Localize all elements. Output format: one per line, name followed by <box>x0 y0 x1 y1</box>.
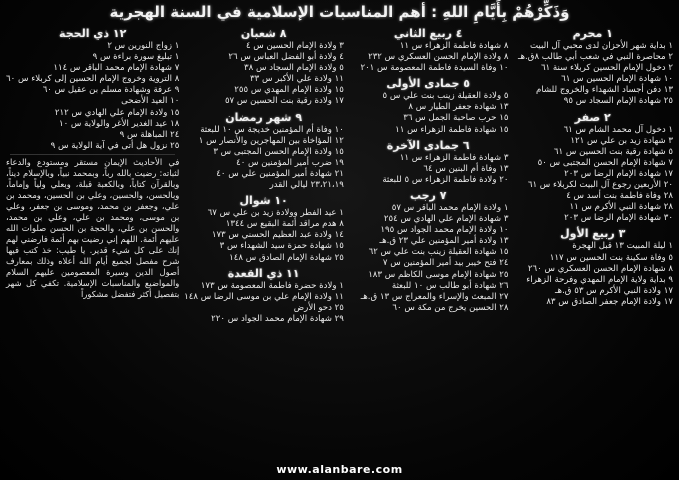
list-item: ١٠ ولادة الإمام محمد الجواد س ١٩٥ <box>380 225 509 236</box>
column-2 <box>348 24 509 462</box>
month-title-dhul-hijja: ١٢ ذي الحجة <box>59 27 127 40</box>
list-item: ٢٨ وفاة فاطمة بنت أسد س ٤ <box>566 191 673 202</box>
list-item: ٧ شهادة الإمام محمد الباقر س ١١٤ <box>53 63 180 74</box>
list-item: ٢٧ المبعث والإسراء والمعراج س ١٣ ق.هـ <box>360 291 509 302</box>
website-url: www.alanbare.com <box>276 463 403 476</box>
month-title-jumada-akhira: ٦ جمادى الآخرة <box>386 138 470 152</box>
list-item: ٢٥ نزول هل أتى في آية الولاية س ٩ <box>50 140 180 151</box>
list-item: ١٣ وفاة أم البنين س ٦٤ <box>423 163 509 174</box>
list-item: ٢٥ شهادة الإمام السجاد س ٩٥ <box>563 96 673 107</box>
list-item: ١٣ ولادة أمير المؤمنين علي ٢٣ ق.هـ <box>379 236 509 247</box>
list-item: ٢٥ شهادة الإمام الصادق س ١٤٨ <box>229 252 344 263</box>
month-title-rabi-awwal: ٣ ربيع الأول <box>560 227 626 241</box>
list-item: ١٨ عيد الغدير الأغر والولاية س ١٠ <box>58 118 180 129</box>
list-item: ١٥ ولادة الإمام المهدي س ٢٥٥ <box>234 85 344 96</box>
list-item: ١٠ وفاة أم المؤمنين خديجة س ١٠ للبعثة <box>200 124 344 135</box>
month-title-rabi-thani: ٤ ربيع الثاني <box>393 27 463 40</box>
list-item: ٢٤ المباهلة س ٩ <box>119 129 180 140</box>
list-item: ٩ بداية ولاية الإمام المهدي وفرحة الزهراء <box>526 274 673 285</box>
list-item: ٢٠ ولادة فاطمة الزهراء س ٥ للبعثة <box>382 174 509 185</box>
column-3 <box>183 24 344 462</box>
list-item: ١١ ولادة الإمام علي بن موسى الرضا س ١٤٨ <box>184 291 344 302</box>
list-item: ١٧ شهادة الإمام الرضا س ٢٠٣ <box>564 168 673 179</box>
list-item: ١٥ شهادة حمزة سيد الشهداء س ٣ <box>219 241 344 252</box>
list-item: ٢٥ شهادة الإمام موسى الكاظم س ١٨٣ <box>368 269 509 280</box>
list-item: ١١ ولادة علي الأكبر س ٣٣ <box>250 74 344 85</box>
month-title-safar: ٢ صفر <box>574 110 611 124</box>
list-item: ١٤ ولادة عبد العظيم الحسني س ١٧٣ <box>211 230 344 241</box>
list-item: ١ ولادة الإمام محمد الباقر س ٥٧ <box>391 202 509 213</box>
list-item: ٥ ولادة الإمام السجاد س ٣٨ <box>244 63 344 74</box>
list-item: ١ عيد الفطر وولادة زيد بن علي س ٦٧ <box>207 208 344 219</box>
list-item: ١٧ ولادة الإمام جعفر الصادق س ٨٣ <box>546 296 673 307</box>
list-item: ٢٣،٢١،١٩ ليالي القدر <box>269 180 344 191</box>
list-item: ٨ شهادة فاطمة الزهراء س ١١ <box>399 41 509 51</box>
list-item: ١٥ ولادة الإمام الحسن المجتبى س ٣ <box>213 146 344 157</box>
list-item: ١٥ شهادة فاطمة الزهراء س ١١ <box>395 124 509 135</box>
month-title-muharram: ١ محرم <box>572 27 613 40</box>
column-1 <box>512 24 673 462</box>
list-item: ٨ ولادة الإمام الحسن العسكري س ٢٣٢ <box>368 52 509 63</box>
list-item: ٣ شهادة الإمام علي الهادي س ٢٥٤ <box>383 214 509 225</box>
list-item: ١٢ المؤاخاة بين المهاجرين والأنصار س ١ <box>198 135 344 146</box>
list-item: ١٥ حرب صاحبة الجمل س ٣٦ <box>403 113 509 124</box>
list-item: ١٣ شهادة جعفر الطيار س ٨ <box>408 102 509 113</box>
list-item: ٥ شهادة رقية بنت الحسين س ٦١ <box>553 146 673 157</box>
list-item: ٣ شهادة فاطمة الزهراء س ١١ <box>399 152 509 163</box>
month-title-jumada-ula: ٥ جمادى الأولى <box>386 77 470 91</box>
list-item: ٢٤ فتح خيبر بيد أمير المؤمنين س ٧ <box>382 258 509 269</box>
list-item: ٣٠ شهادة الإمام الرضا س ٢٠٣ <box>564 213 673 224</box>
list-item: ٢٩ شهادة الإمام محمد الجواد س ٢٢٠ <box>211 313 344 324</box>
month-title-rajab: ٧ رجب <box>409 188 447 202</box>
list-item: ٥ وفاة سكينة بنت الحسين س ١١٧ <box>549 252 673 263</box>
divider <box>10 154 175 155</box>
month-title-ramadan: ٩ شهر رمضان <box>225 110 303 124</box>
list-item: ١ ولادة حضرة فاطمة المعصومة س ١٧٣ <box>200 280 344 291</box>
list-item: ١ ليلة المبيت ١٣ قبل الهجرة <box>572 241 673 252</box>
month-title-shaban: ٨ شعبان <box>240 27 287 40</box>
list-item: ٢٥ دحو الأرض <box>293 302 344 313</box>
list-item: ٩ عرفة وشهادة مسلم بن عقيل س ٦٠ <box>42 85 180 96</box>
list-item: ٣ ولادة الإمام الحسين س ٤ <box>245 41 344 51</box>
list-item: ٥ ولادة العقيلة زينب بنت علي س ٥ <box>382 91 509 102</box>
list-item: ٢١ شهادة أمير المؤمنين علي س ٤٠ <box>216 168 344 179</box>
list-item: ٧ شهادة الإمام الحسن المجتبى س ٥٠ <box>537 157 673 168</box>
list-item: ٢٠ الأربعين رجوع آل البيت لكربلاء س ٦١ <box>527 180 673 191</box>
list-item: ٢ محاصرة النبي في شعب أبي طالب ٨ق.هـ <box>517 52 673 63</box>
list-item: ١٥ ولادة الإمام علي الهادي س ٢١٢ <box>54 107 180 118</box>
list-item: ٣ شهادة زيد بن علي س ١٢١ <box>570 135 673 146</box>
column-4 <box>6 24 179 462</box>
list-item: ١ تبليغ سورة براءة س ٩ <box>92 52 180 63</box>
list-item: ٨ هدم مراقد أئمة البقيع س ١٣٤٤ <box>225 219 344 230</box>
list-item: ١٥ شهادة العقيلة زينب بنت علي س ٦٢ <box>368 247 509 258</box>
list-item: ٤ ولادة أبو الفضل العباس س ٢٦ <box>228 52 344 63</box>
list-item: ١٠ وفاة السيدة فاطمة المعصومة س ٢٠١ <box>360 63 509 74</box>
month-title-dhul-qada: ١١ ذي القعدة <box>227 266 300 280</box>
list-item: ١٠ شهادة الإمام الحسين س ٦١ <box>561 74 673 85</box>
list-item: ١٠ العيد الأضحى <box>121 96 180 107</box>
list-item: ٢ دخول الإمام الحسين كربلاء سنة ٦١ <box>540 63 673 74</box>
list-item: ٢٨ الحسين يخرج من مكة س ٦٠ <box>392 302 509 313</box>
list-item: ٨ التروية وخروج الإمام الحسين إلى كربلاء س ٦٠ <box>6 74 180 85</box>
list-item: ١ دخول آل محمد الشام س ٦١ <box>563 124 673 135</box>
list-item: ١٣ دفن أجساد الشهداء والخروج للشام <box>536 85 673 96</box>
supplication-paragraph: في الأحاديث الإيمان مستقر ومستودع والدعاء لثباته: رضيت بالله رباً، وبمحمد نبياً، وبالإسلام ديناً، وبالقرآن كتاباً، وبالكعبة قبلة، وبعلي ولياً وإماماً، وبالحسن، والحسين، وعلي بن الحسين، ومحمد بن علي، وجعفر بن محمد، وموسى بن جعفر، وعلي بن موسى، ومحمد بن علي، وعلي بن محمد، والحسن بن علي، والحجة بن الحسن صلوات الله عليهم أئمة. اللهم إني رضيت بهم أئمة فارضني لهم إنك على كل شيء قدير. يا طيب: خذ كتب فيها شرح مفصل لجميع أيام الله أعلاه وذلك بمعارف أصول الدين وسيرة المعصومين عليهم السلام والمواضيع والمناسبات الإسلامية. تكفي كل شهر بتفصيل أكثر فتفضل مشكوراً <box>6 156 180 299</box>
list-item: ٢٦ شهادة أبو طالب س ١٠ للبعثة <box>391 280 509 291</box>
list-item: ١ زواج النورين س ٢ <box>107 41 180 51</box>
list-item: ٢٨ شهادة النبي الأكرم س ١١ <box>569 202 673 213</box>
list-item: ١٧ ولادة رقية بنت الحسين س ٥٧ <box>224 96 344 107</box>
list-item: ٨ شهادة الإمام الحسن العسكري س ٢٦٠ <box>527 263 673 274</box>
list-item: ١ بداية شهر الأحزان لدى محبي آل البيت <box>529 41 673 51</box>
columns-container <box>6 24 673 462</box>
list-item: ١٧ ولادة النبي الأكرم س ٥٣ ق.هـ <box>555 285 673 296</box>
page-title: وَذَكِّرْهُمْ بِأَيَّامِ اللهِ : أهم المناسبات الإسلامية في السنة الهجرية <box>109 3 570 21</box>
month-title-shawwal: ١٠ شوال <box>239 194 288 208</box>
list-item: ١٩ ضرب أمير المؤمنين س ٤٠ <box>236 157 344 168</box>
